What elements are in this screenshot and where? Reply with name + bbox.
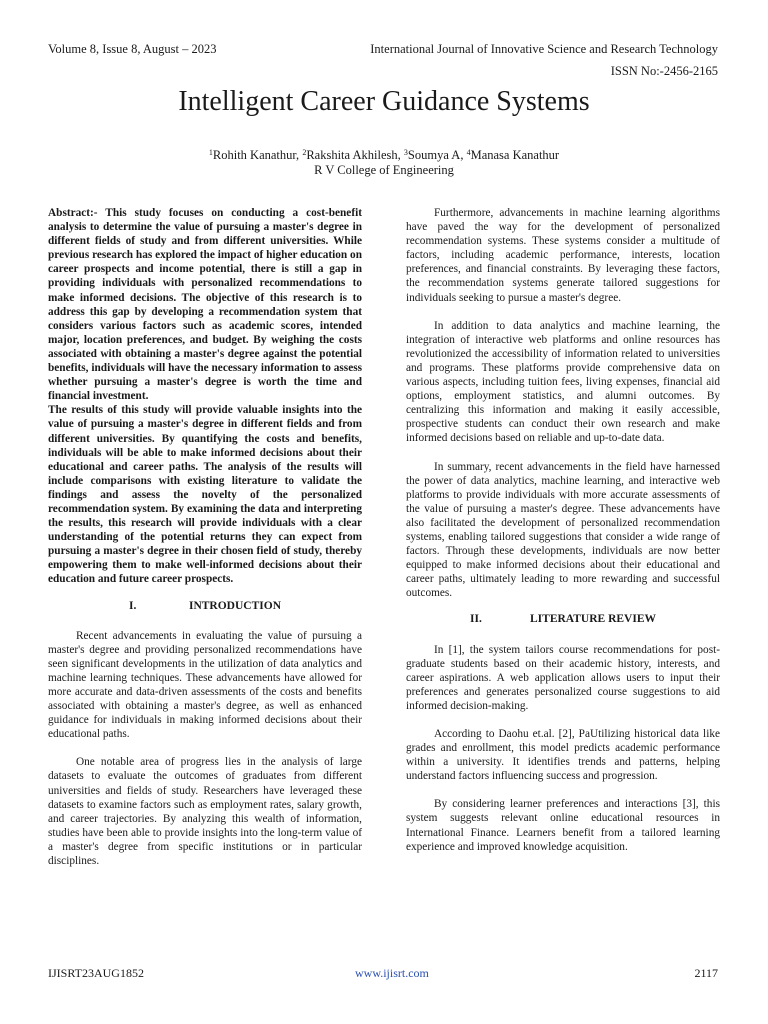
page-number: 2117 xyxy=(694,966,718,980)
paper-id: IJISRT23AUG1852 xyxy=(48,966,144,980)
section-heading-literature-review xyxy=(406,612,720,626)
author-name: Rohith Kanathur, xyxy=(212,148,303,162)
author-block xyxy=(0,148,768,178)
author-list xyxy=(0,148,768,163)
body-paragraph: In summary, recent advancements in the field have harnessed the power of data analytics, machine learning, and interactive web platforms to provide individuals with more accurate assessments of the value of pursuing a master's degree. These advancements have also facilitated the development of personalized recommendation systems, enabling tailored suggestions that consider a wide range of factors. Through these developments, individuals are now better equipped to make informed decisions about their educational and career paths, ultimately leading to more rewarding and successful outcomes. xyxy=(406,460,720,600)
body-paragraph: According to Daohu et.al. [2], PaUtilizing historical data like grades and enrollment, this model predicts academic performance within a university. It identifies trends and patterns, helping understand factors influencing success and progression. xyxy=(406,728,720,783)
affiliation: R V College of Engineering xyxy=(314,163,454,177)
body-paragraph: Recent advancements in evaluating the value of pursuing a master's degree and providing personalized recommendations have seen significant developments in the utilization of data analytics and machine learning techniques. These advancements have allowed for more accurate and data-driven assessments of the costs and benefits associated with obtaining a master's degree, as well as enhanced guidance for individuals in making informed decisions about their educational paths. xyxy=(48,629,362,741)
abstract-paragraph: Abstract:- This study focuses on conducting a cost-benefit analysis to determine the value of pursuing a master's degree in different fields of study and from different universities. While previous research has explored the impact of higher education on career prospects and income potential, there is still a gap in providing individuals with personalized recommendations to make informed decisions. The objective of this research is to address this gap by developing a recommendation system that considers various factors such as academic scores, intended major, location preferences, and budget. By weighing the costs associated with obtaining a master's degree against the potential benefits, individuals will have the necessary information to assess whether pursuing a master's degree is worth the time and financial investment. xyxy=(48,207,362,403)
author-number: 1 xyxy=(208,148,213,157)
journal-name: International Journal of Innovative Science and Research Technology xyxy=(370,42,718,56)
journal-url-link[interactable]: www.ijisrt.com xyxy=(355,966,429,980)
author-number: 3 xyxy=(403,148,408,157)
author-number: 2 xyxy=(302,148,307,157)
body-paragraph: One notable area of progress lies in the analysis of large datasets to evaluate the outcomes of graduates from different universities and fields of study. Researchers have leveraged these datasets to examine factors such as employment rates, salary growth, and career trajectories. By analyzing this wealth of information, studies have been able to provide insights into the long-term value of a master's degree from specific institutions or in particular disciplines. xyxy=(48,756,362,868)
abstract-paragraph: The results of this study will provide valuable insights into the value of pursuing a master's degree in different fields and from different universities. By quantifying the costs and benefits, individuals will be able to make informed decisions about their educational and career paths. The analysis of the results will include comparisons with existing literature to validate the findings and assess the novelty of the personalized recommendation system. By examining the data and interpreting the results, this research will provide individuals with a clear understanding of the potential returns they can expect from pursuing a master's degree in their chosen field of study, thereby empowering them to make well-informed decisions about their education and future career prospects. xyxy=(48,404,362,586)
journal-issn: ISSN No:-2456-2165 xyxy=(610,64,718,78)
body-paragraph: In [1], the system tailors course recommendations for post-graduate students based on their academic history, interests, and career aspirations. A web application allows users to input their preferences and generates personalized course suggestions to aid informed decision-making. xyxy=(406,643,720,712)
section-heading-introduction xyxy=(48,599,362,613)
section-number: I. xyxy=(128,599,137,612)
journal-volume: Volume 8, Issue 8, August – 2023 xyxy=(48,42,217,56)
author-name: Manasa Kanathur xyxy=(470,148,560,162)
left-column xyxy=(48,206,362,868)
body-paragraph: Furthermore, advancements in machine learning algorithms have paved the way for the development of personalized recommendation systems. These systems consider a multitude of factors, including academic performance, interests, location preferences, and financial constraints. By leveraging these factors, the recommendation systems generate tailored suggestions for individuals seeking to pursue a master's degree. xyxy=(406,207,720,304)
section-number: II. xyxy=(470,613,482,626)
body-paragraph: In addition to data analytics and machine learning, the integration of interactive web platforms and online resources has revolutionized the accessibility of information related to universities and programs. These platforms provide comprehensive data on various aspects, including tuition fees, living expenses, financial aid options, employment statistics, and alumni outcomes. By centralizing this information and making it easily accessible, prospective students can conduct their own research and make informed decisions based on reliable and up-to-date data. xyxy=(406,319,720,445)
section-title: LITERATURE REVIEW xyxy=(530,613,656,626)
paper-title: Intelligent Career Guidance Systems xyxy=(178,86,590,117)
author-name: Rakshita Akhilesh, xyxy=(306,148,404,162)
right-column xyxy=(406,206,720,854)
abstract xyxy=(48,206,362,587)
author-number: 4 xyxy=(466,148,471,157)
body-paragraph: By considering learner preferences and interactions [3], this system suggests relevant online educational resources in International Finance. Learners benefit from a tailored learning experience and improved knowledge acquisition. xyxy=(406,798,720,853)
section-title: INTRODUCTION xyxy=(188,599,281,612)
author-name: Soumya A, xyxy=(407,148,467,162)
